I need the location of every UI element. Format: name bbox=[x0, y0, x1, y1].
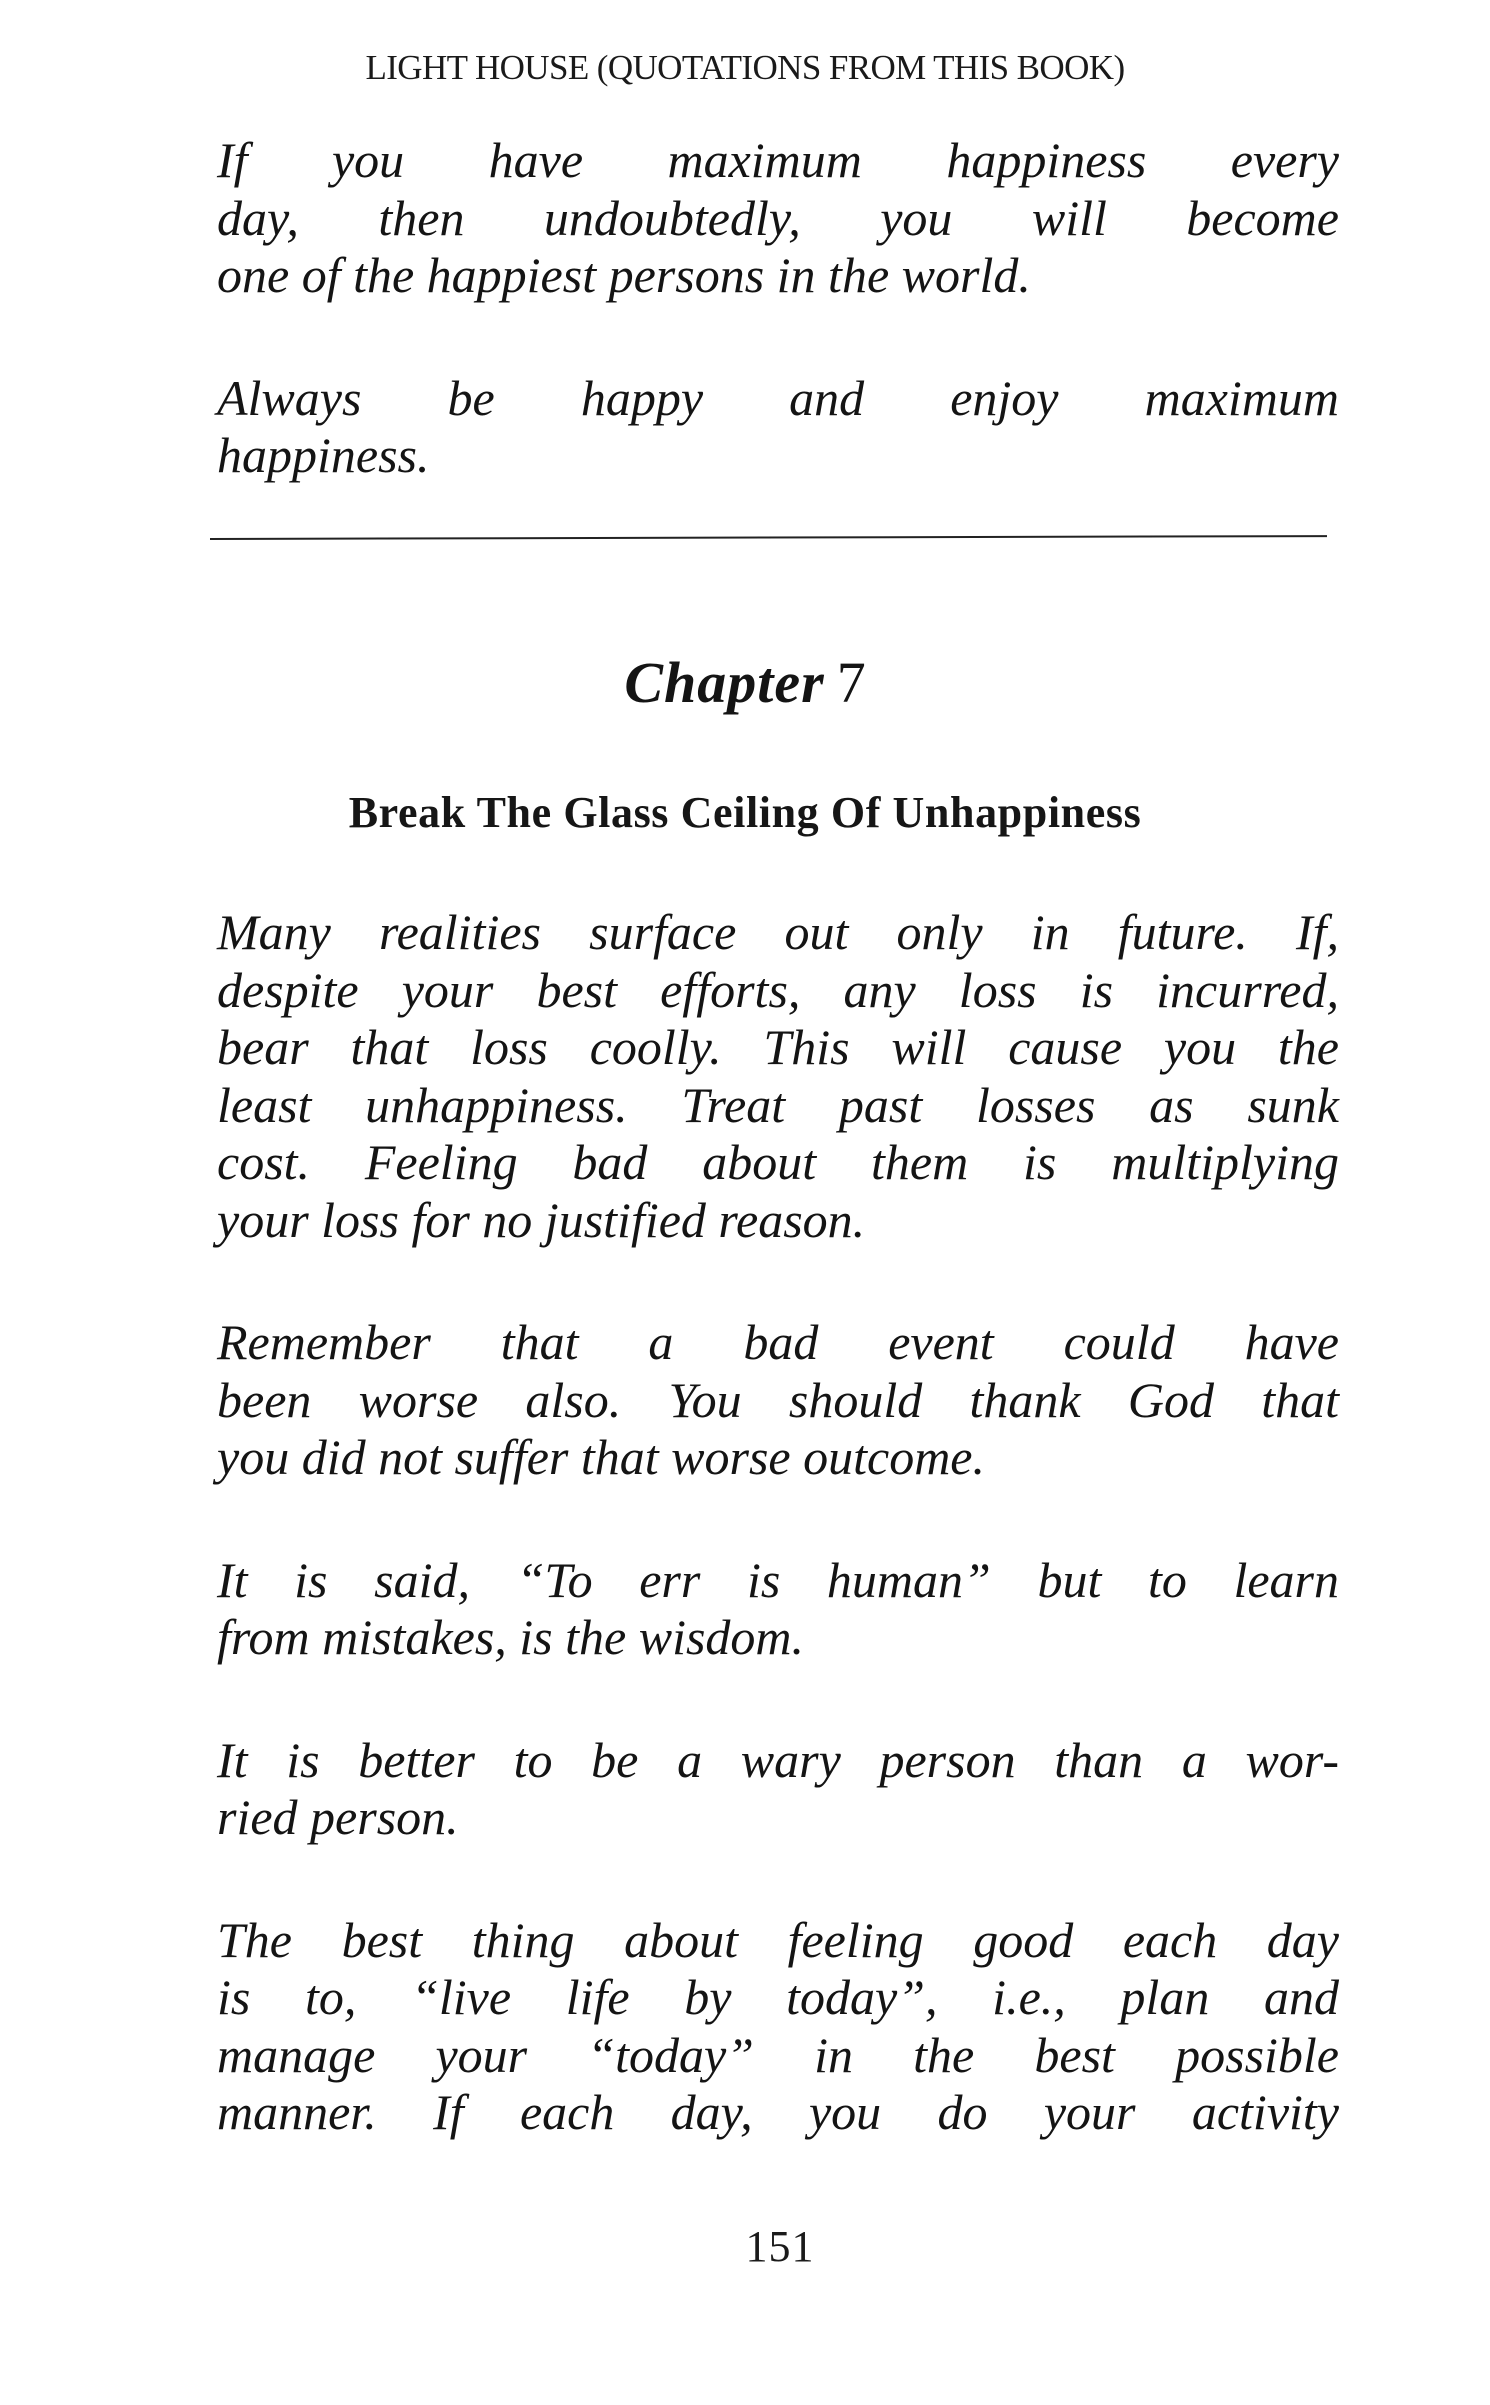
text-line: been worse also. You should thank God that bbox=[217, 1371, 1339, 1428]
text-line: manage your “today” in the best possible bbox=[217, 2026, 1339, 2083]
text-line: least unhappiness. Treat past losses as sunk bbox=[217, 1076, 1339, 1133]
chapter-number: 7 bbox=[836, 650, 866, 715]
text-line: manner. If each day, you do your activity bbox=[217, 2084, 1339, 2140]
quote-paragraph bbox=[217, 1912, 1339, 2142]
text-line: from mistakes, is the wisdom. bbox=[217, 1609, 805, 1665]
page-number: 151 bbox=[745, 2222, 815, 2271]
section-divider bbox=[210, 535, 1327, 540]
text-line: is to, “live life by today”, i.e., plan and bbox=[217, 1969, 1339, 2025]
text-line: bear that loss coolly. This will cause you the bbox=[217, 1019, 1339, 1075]
quote-paragraph bbox=[217, 132, 1339, 305]
chapter-title: Break The Glass Ceiling Of Unhappiness bbox=[348, 788, 1142, 837]
text-line: one of the happiest persons in the world. bbox=[217, 247, 1031, 303]
text-line: happiness. bbox=[217, 427, 430, 483]
quote-paragraph bbox=[217, 1732, 1339, 1847]
text-line: ried person. bbox=[217, 1789, 459, 1845]
text-line: Many realities surface out only in future. If, bbox=[217, 904, 1339, 960]
text-line: despite your best efforts, any loss is incurred, bbox=[217, 961, 1339, 1018]
chapter-quotes bbox=[217, 904, 1339, 2142]
text-line: The best thing about feeling good each day bbox=[217, 1911, 1339, 1968]
text-line: cost. Feeling bad about them is multiplying bbox=[217, 1134, 1339, 1190]
chapter-label: Chapter bbox=[624, 650, 825, 715]
chapter-heading bbox=[0, 648, 1490, 718]
quote-paragraph bbox=[217, 1314, 1339, 1487]
text-line: It is said, “To err is human” but to learn bbox=[217, 1551, 1339, 1608]
previous-chapter-quotes bbox=[217, 132, 1339, 485]
quote-paragraph bbox=[217, 904, 1339, 1249]
text-line: Remember that a bad event could have bbox=[217, 1314, 1339, 1370]
running-header: LIGHT HOUSE (QUOTATIONS FROM THIS BOOK) bbox=[365, 48, 1125, 87]
text-line: It is better to be a wary person than a wor- bbox=[217, 1731, 1339, 1788]
quote-paragraph bbox=[217, 370, 1339, 485]
text-line: If you have maximum happiness every bbox=[217, 132, 1339, 188]
text-line: you did not suffer that worse outcome. bbox=[217, 1429, 985, 1485]
text-line: Always be happy and enjoy maximum bbox=[217, 369, 1339, 426]
text-line: day, then undoubtedly, you will become bbox=[217, 189, 1339, 246]
quote-paragraph bbox=[217, 1552, 1339, 1667]
text-line: your loss for no justified reason. bbox=[217, 1191, 866, 1248]
